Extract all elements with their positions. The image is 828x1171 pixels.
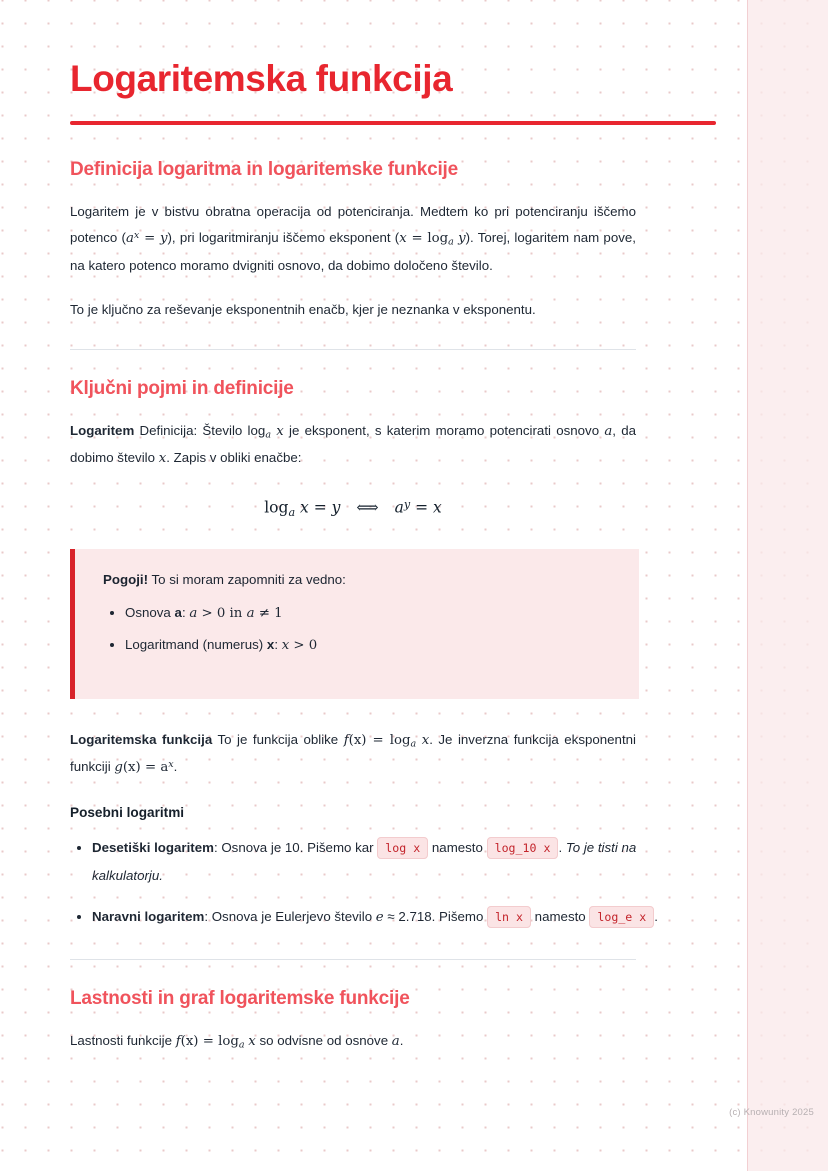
bullet-note-kalkulator: To je tisti na kalkulatorju. (92, 839, 637, 884)
callout-pogoji (70, 549, 639, 699)
formula-equals-2: = (410, 498, 434, 517)
code-log-x: log x (377, 837, 428, 859)
callout-item-bold: a (174, 605, 182, 621)
formula-log-definition (70, 498, 636, 519)
text-fragment: To je funkcija oblike (212, 731, 344, 747)
math-a: a (189, 606, 198, 622)
term-logaritem: Logaritem (70, 422, 135, 438)
formula-sub-a: a (288, 505, 296, 519)
text-fragment: , da dobimo število (70, 422, 636, 465)
callout-list (103, 597, 613, 661)
formula-arrow-icon: ⟺ (356, 498, 379, 517)
section-divider-1 (70, 349, 636, 350)
paragraph-lastnosti-1 (70, 1028, 636, 1055)
text-fragment: . Zapis v obliki enačbe: (166, 449, 302, 465)
math-x: x (281, 638, 290, 654)
formula-equals: = (308, 498, 332, 517)
text-fragment: Logaritem je v bistvu obratna operacija od potenciranja. Medtem ko pri potenciranju iščemo potenco ( (70, 204, 636, 246)
callout-item-label: Logaritmand (numerus) (125, 637, 267, 653)
text-fragment: Definicija: Število log (134, 422, 266, 438)
section-divider-2 (70, 959, 636, 960)
text-fragment: ≈ 2.718. Pišemo (383, 909, 488, 925)
list-item (125, 597, 613, 629)
math-a: a (125, 231, 134, 247)
formula-log: log (264, 498, 289, 517)
math-f: f (343, 732, 349, 748)
math-e: e (375, 910, 384, 926)
text-fragment: (x) = a (122, 759, 169, 775)
paragraph-definicija-1 (70, 199, 636, 278)
formula-base-a: a (394, 498, 404, 517)
text-fragment: > 0 in (197, 606, 247, 622)
code-log-10-x: log_10 x (487, 837, 559, 859)
paragraph-logaritemska-funkcija (70, 727, 636, 781)
text-fragment: (x) = log (180, 1033, 239, 1049)
list-posebni-logaritmi (70, 834, 658, 933)
text-fragment: . (558, 839, 566, 855)
math-sub-a: a (238, 1039, 245, 1051)
list-item (92, 834, 658, 891)
callout-item-colon: : (274, 637, 282, 653)
math-x: x (399, 231, 407, 247)
title-underline (70, 121, 716, 125)
formula-var-y: y (331, 498, 341, 517)
formula-var-x: x (300, 498, 309, 517)
text-fragment: = (139, 231, 160, 247)
code-ln-x: ln x (487, 906, 531, 928)
math-g: g (114, 759, 123, 775)
callout-title-bold: Pogoji! (103, 571, 149, 587)
term-logaritemska-funkcija: Logaritemska funkcija (70, 731, 213, 747)
bullet-bold-desetiski: Desetiški logaritem (92, 839, 214, 855)
text-fragment: ≠ 1 (254, 606, 283, 622)
text-fragment: (x) = log (348, 732, 411, 748)
page-side-band (747, 0, 828, 1171)
section-heading-lastnosti: Lastnosti in graf logaritemske funkcije (70, 987, 410, 1009)
footer-credit: (c) Knowunity 2025 (729, 1107, 814, 1118)
code-log-e-x: log_e x (589, 906, 654, 928)
math-sub-a: a (410, 738, 417, 750)
page-title: Logaritemska funkcija (70, 58, 453, 99)
callout-title (103, 569, 613, 592)
math-y: y (159, 231, 168, 247)
text-fragment: so odvisne od osnove (255, 1032, 392, 1048)
document-content (70, 58, 658, 1073)
formula-var-x-2: x (433, 498, 442, 517)
math-exp-x: x (168, 758, 174, 770)
list-item (92, 903, 658, 933)
math-f: f (175, 1033, 181, 1049)
math-a: a (604, 423, 613, 439)
text-fragment: . (654, 909, 658, 925)
math-x: x (248, 1033, 256, 1049)
paragraph-definicija-2: To je ključno za reševanje eksponentnih enačb, kjer je neznanka v eksponentu. (70, 301, 536, 317)
text-fragment: namesto (530, 909, 590, 925)
text-fragment: > 0 (289, 638, 318, 654)
section-heading-kljucni-pojmi: Ključni pojmi in definicije (70, 377, 294, 399)
text-fragment: je eksponent, s katerim moramo potencirati osnovo (283, 422, 605, 438)
section-heading-definicija: Definicija logaritma in logaritemske funkcije (70, 159, 459, 181)
text-fragment: Lastnosti funkcije (70, 1032, 176, 1048)
text-fragment: ), pri logaritmiranju iščemo eksponent ( (167, 230, 400, 246)
math-x: x (421, 732, 430, 748)
bullet-bold-naravni: Naravni logaritem (92, 909, 205, 925)
paragraph-logaritem-definicija (70, 418, 636, 472)
math-x: x (276, 423, 284, 439)
text-fragment: : Osnova je Eulerjevo število (204, 909, 376, 925)
math-x-2: x (158, 450, 167, 466)
formula-exp-y: y (403, 497, 411, 511)
math-exp-x: x (133, 230, 140, 242)
text-fragment: namesto (428, 839, 487, 855)
math-y-2: y (458, 231, 466, 247)
subheading-posebni-logaritmi: Posebni logaritmi (70, 804, 185, 820)
text-fragment: . (399, 1032, 404, 1048)
callout-item-label: Osnova (125, 605, 175, 621)
text-fragment: : Osnova je 10. Pišemo kar (213, 839, 378, 855)
callout-item-colon: : (181, 605, 190, 621)
text-fragment: . (173, 758, 178, 774)
math-sub-a: a (265, 429, 272, 441)
math-a-2: a (246, 606, 255, 622)
list-item (125, 629, 613, 661)
text-fragment: ). Torej, logaritem nam pove, na katero potenco moramo dvigniti osnovo, da dobimo določeno število. (70, 230, 636, 273)
callout-title-rest: To si moram zapomniti za vedno: (148, 571, 346, 587)
math-sub-a: a (448, 237, 454, 249)
callout-item-bold: x (266, 637, 275, 653)
math-a: a (391, 1033, 400, 1049)
text-fragment: . Je inverzna funkcija eksponentni funkciji (70, 731, 636, 774)
text-fragment: = log (406, 231, 449, 247)
